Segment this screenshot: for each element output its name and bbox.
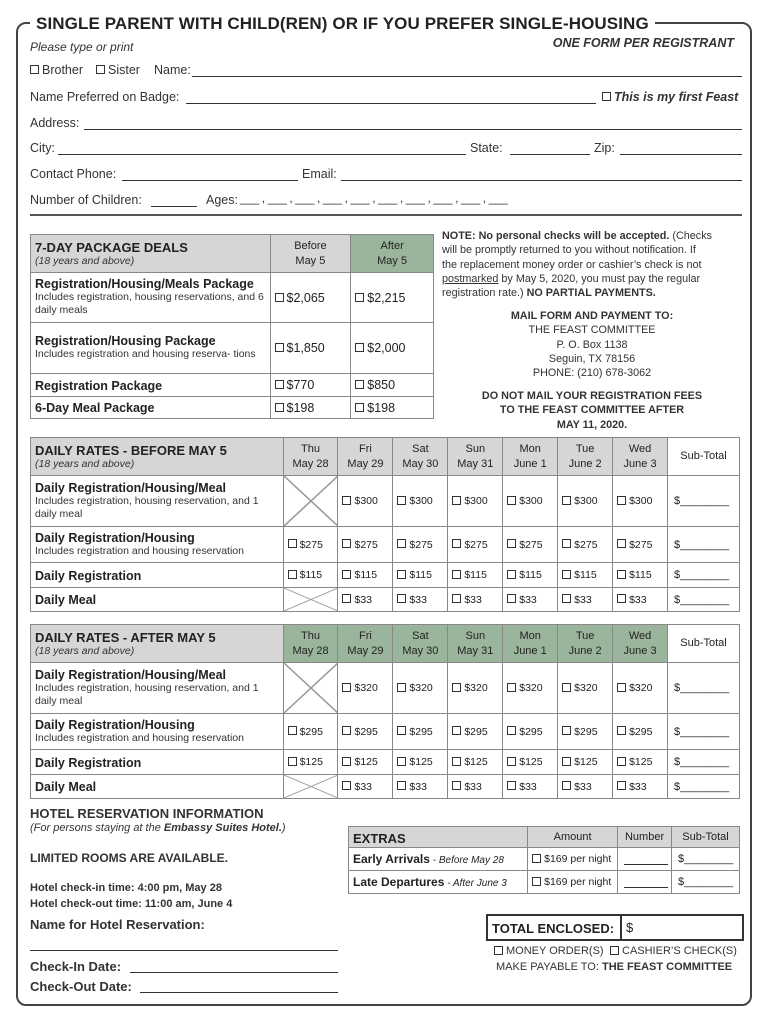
payable-to: MAKE PAYABLE TO: THE FEAST COMMITTEE xyxy=(496,961,733,973)
table-row xyxy=(31,323,434,374)
subtotal-field[interactable]: $________ xyxy=(668,775,740,799)
hotel-checkin-time: Hotel check-in time: 4:00 pm, May 28 xyxy=(30,882,222,894)
row-title: Daily Registration xyxy=(35,755,142,770)
city-label: City: xyxy=(30,141,55,155)
price-option[interactable]: $295 xyxy=(503,714,558,750)
phone-label: Contact Phone: xyxy=(30,167,117,181)
price-option[interactable]: $295 xyxy=(393,714,448,750)
daily-after-header xyxy=(31,625,284,663)
price-option[interactable]: $300 xyxy=(558,476,613,527)
ages-field[interactable]: ___ , ___ , ___ , ___ , ___ , ___ , ___ , ___ , ___ , ___ xyxy=(240,191,508,205)
hotel-title: HOTEL RESERVATION INFORMATION xyxy=(30,806,264,821)
daily-after-title: DAILY RATES - AFTER MAY 5 xyxy=(35,630,216,645)
daily-before-subtitle: (18 years and above) xyxy=(35,458,135,470)
checkin-date-field[interactable] xyxy=(130,972,338,973)
subtotal-field[interactable]: $________ xyxy=(668,563,740,588)
price-option[interactable]: $295 xyxy=(613,714,668,750)
price-option[interactable]: $295 xyxy=(338,714,393,750)
table-row: Early Arrivals - Before May 28 $169 per night $________ xyxy=(349,848,740,871)
badge-name-label: Name Preferred on Badge: xyxy=(30,90,180,104)
price-option[interactable]: $850 xyxy=(351,374,434,397)
subtotal-field[interactable]: $________ xyxy=(668,714,740,750)
hotel-name-field[interactable] xyxy=(30,950,338,951)
hotel-subtitle: (For persons staying at the Embassy Suites Hotel.) xyxy=(30,822,286,834)
price-option[interactable]: $300 xyxy=(393,476,448,527)
one-form-note: ONE FORM PER REGISTRANT xyxy=(552,36,734,50)
package-table xyxy=(30,234,434,419)
price-option[interactable]: $320 xyxy=(393,663,448,714)
money-order-option[interactable]: MONEY ORDER(S) xyxy=(494,945,604,957)
children-field[interactable] xyxy=(151,206,197,207)
address-label: Address: xyxy=(30,116,80,130)
children-label: Number of Children: xyxy=(30,193,142,207)
price-option[interactable]: $115 xyxy=(448,563,503,588)
table-row xyxy=(31,273,434,323)
subtotal-field[interactable]: $________ xyxy=(668,527,740,563)
price-option[interactable]: $300 xyxy=(448,476,503,527)
subtotal-field[interactable]: $________ xyxy=(668,663,740,714)
price-option[interactable]: $320 xyxy=(503,663,558,714)
price-option[interactable]: $125 xyxy=(558,750,613,775)
row-desc: Includes registration and housing reservation xyxy=(35,544,244,557)
subtotal-header: Sub-Total xyxy=(668,438,740,476)
payment-note: NOTE: No personal checks will be accepted. (Checks will be promptly returned to you without notification. If the replacement money order or cashier’s check is not postmarked by May 5, 2020, you must pay the regular registration rate.) NO PARTIAL PAYMENTS. xyxy=(442,230,713,300)
table-row: Late Departures - After June 3 $169 per night $________ xyxy=(349,871,740,894)
checkbox[interactable] xyxy=(275,293,284,302)
subtotal-field[interactable]: $________ xyxy=(668,750,740,775)
table-row xyxy=(31,775,740,799)
price-option[interactable]: $770 xyxy=(270,374,351,397)
table-row xyxy=(31,476,740,527)
day-header: Sun May 31 xyxy=(448,625,503,663)
price-option[interactable]: $33 xyxy=(338,775,393,799)
extras-subtotal-header: Sub-Total xyxy=(672,827,740,848)
price-option[interactable]: $275 xyxy=(283,527,338,563)
checkbox[interactable] xyxy=(355,380,364,389)
table-row xyxy=(31,588,740,612)
day-header: Sat May 30 xyxy=(393,438,448,476)
package-header xyxy=(31,235,271,273)
price-option[interactable]: $125 xyxy=(448,750,503,775)
package-title: 7-DAY PACKAGE DEALS xyxy=(35,240,188,255)
extras-number-header: Number xyxy=(618,827,672,848)
sister-option[interactable]: Sister xyxy=(96,63,140,77)
section-divider xyxy=(30,214,742,216)
total-field[interactable]: $ xyxy=(626,920,634,935)
checkbox[interactable] xyxy=(275,380,284,389)
price-option[interactable]: $33 xyxy=(613,588,668,612)
day-header: Wed June 3 xyxy=(613,625,668,663)
price-option[interactable]: $125 xyxy=(283,750,338,775)
price-option[interactable]: $275 xyxy=(613,527,668,563)
unavailable-cell xyxy=(283,588,338,612)
price-option[interactable]: $33 xyxy=(393,588,448,612)
table-row xyxy=(31,663,740,714)
badge-name-field[interactable] xyxy=(186,103,596,104)
day-header: Mon June 1 xyxy=(503,438,558,476)
row-title: Daily Meal xyxy=(35,780,97,794)
please-type-note: Please type or print xyxy=(30,40,134,54)
extras-table xyxy=(348,826,740,894)
subtotal-field[interactable]: $________ xyxy=(668,476,740,527)
table-row xyxy=(31,563,740,588)
price-option[interactable]: $125 xyxy=(503,750,558,775)
total-label: TOTAL ENCLOSED: xyxy=(492,921,615,936)
package-after-header: After May 5 xyxy=(351,235,434,273)
unavailable-cell xyxy=(283,663,338,714)
price-option[interactable]: $275 xyxy=(393,527,448,563)
day-header: Mon June 1 xyxy=(503,625,558,663)
name-field[interactable] xyxy=(192,76,742,77)
cashier-check-option[interactable]: CASHIER’S CHECK(S) xyxy=(610,945,737,957)
row-title: Daily Registration/Housing/Meal xyxy=(35,667,227,682)
money-order-checkbox[interactable] xyxy=(494,946,503,955)
form-title: SINGLE PARENT WITH CHILD(REN) OR IF YOU PREFER SINGLE-HOUSING xyxy=(30,14,655,34)
price-option[interactable]: $2,215 xyxy=(351,273,434,323)
price-option[interactable]: $320 xyxy=(613,663,668,714)
row-title: Daily Meal xyxy=(35,593,97,607)
row-title: Registration/Housing Package xyxy=(35,334,216,348)
price-option[interactable]: $33 xyxy=(338,588,393,612)
daily-after-table xyxy=(30,624,740,799)
price-option[interactable]: $115 xyxy=(338,563,393,588)
price-option[interactable]: $115 xyxy=(613,563,668,588)
package-subtitle: (18 years and above) xyxy=(35,255,135,267)
day-header: Tue June 2 xyxy=(558,438,613,476)
day-header: Tue June 2 xyxy=(558,625,613,663)
mail-address: MAIL FORM AND PAYMENT TO: THE FEAST COMMITTEE P. O. Box 1138 Seguin, TX 78156 PHONE: (210) 678-3062 xyxy=(510,310,674,380)
extras-amount-header: Amount xyxy=(528,827,618,848)
price-option[interactable]: $33 xyxy=(393,775,448,799)
checkout-date-label: Check-Out Date: xyxy=(30,979,132,994)
price-option[interactable]: $169 per night xyxy=(528,848,618,871)
hotel-checkout-time: Hotel check-out time: 11:00 am, June 4 xyxy=(30,898,233,910)
price-option[interactable]: $33 xyxy=(613,775,668,799)
day-header: Thu May 28 xyxy=(283,438,338,476)
price-option[interactable]: $2,065 xyxy=(270,273,351,323)
email-label: Email: xyxy=(302,167,337,181)
total-divider xyxy=(620,916,622,939)
state-field[interactable] xyxy=(510,154,590,155)
price-option[interactable]: $115 xyxy=(503,563,558,588)
email-field[interactable] xyxy=(341,180,742,181)
price-option[interactable]: $275 xyxy=(448,527,503,563)
row-title: Registration/Housing/Meals Package xyxy=(35,277,254,291)
checkin-date-label: Check-In Date: xyxy=(30,959,122,974)
price-option[interactable]: $125 xyxy=(338,750,393,775)
subtotal-field[interactable]: $________ xyxy=(672,848,740,871)
price-option[interactable]: $115 xyxy=(393,563,448,588)
first-feast-option[interactable]: This is my first Feast xyxy=(602,90,738,104)
number-field[interactable] xyxy=(618,871,672,894)
price-option[interactable]: $320 xyxy=(448,663,503,714)
address-field[interactable] xyxy=(84,129,742,130)
state-label: State: xyxy=(470,141,503,155)
total-enclosed-box xyxy=(486,914,744,941)
table-row xyxy=(31,750,740,775)
day-header: Fri May 29 xyxy=(338,438,393,476)
price-option[interactable]: $320 xyxy=(558,663,613,714)
checkbox[interactable] xyxy=(355,403,364,412)
cashier-check-checkbox[interactable] xyxy=(610,946,619,955)
daily-before-table xyxy=(30,437,740,612)
row-desc: Includes registration, housing reservations, and 6 daily meals xyxy=(35,291,264,316)
checkout-date-field[interactable] xyxy=(140,992,338,993)
city-field[interactable] xyxy=(58,154,466,155)
price-option[interactable]: $300 xyxy=(338,476,393,527)
limited-rooms: LIMITED ROOMS ARE AVAILABLE. xyxy=(30,851,228,865)
first-feast-checkbox[interactable] xyxy=(602,92,611,101)
subtotal-field[interactable]: $________ xyxy=(668,588,740,612)
checkbox[interactable] xyxy=(275,403,284,412)
checkbox[interactable] xyxy=(275,343,284,352)
price-option[interactable]: $1,850 xyxy=(270,323,351,374)
sister-checkbox[interactable] xyxy=(96,65,105,74)
phone-field[interactable] xyxy=(122,180,298,181)
row-desc: Includes registration, housing reservation, and 1 daily meal xyxy=(35,681,259,707)
day-header: Sat May 30 xyxy=(393,625,448,663)
price-option[interactable]: $300 xyxy=(503,476,558,527)
daily-before-header xyxy=(31,438,284,476)
price-option[interactable]: $275 xyxy=(558,527,613,563)
price-option[interactable]: $2,000 xyxy=(351,323,434,374)
row-desc: Includes registration and housing reservation xyxy=(35,731,244,744)
price-option[interactable]: $295 xyxy=(558,714,613,750)
price-option[interactable]: $275 xyxy=(503,527,558,563)
price-option[interactable]: $125 xyxy=(393,750,448,775)
row-title: Daily Registration/Housing xyxy=(35,717,195,732)
row-title: 6-Day Meal Package xyxy=(35,401,155,415)
price-option[interactable]: $33 xyxy=(448,775,503,799)
price-option[interactable]: $33 xyxy=(558,775,613,799)
zip-field[interactable] xyxy=(620,154,742,155)
price-option[interactable]: $275 xyxy=(338,527,393,563)
daily-before-title: DAILY RATES - BEFORE MAY 5 xyxy=(35,443,227,458)
price-option[interactable]: $295 xyxy=(448,714,503,750)
price-option[interactable]: $33 xyxy=(558,588,613,612)
unavailable-cell xyxy=(283,476,338,527)
daily-after-subtitle: (18 years and above) xyxy=(35,645,135,657)
price-option[interactable]: $320 xyxy=(338,663,393,714)
package-before-header: Before May 5 xyxy=(270,235,351,273)
price-option[interactable]: $198 xyxy=(270,397,351,419)
day-header: Wed June 3 xyxy=(613,438,668,476)
subtotal-header: Sub-Total xyxy=(668,625,740,663)
row-title: Daily Registration/Housing/Meal xyxy=(35,480,227,495)
price-option[interactable]: $295 xyxy=(283,714,338,750)
price-option[interactable]: $115 xyxy=(283,563,338,588)
checkbox[interactable] xyxy=(355,343,364,352)
number-field[interactable] xyxy=(618,848,672,871)
table-row xyxy=(31,527,740,563)
day-header: Thu May 28 xyxy=(283,625,338,663)
row-title: Daily Registration xyxy=(35,568,142,583)
row-desc: Includes registration and housing reserva- tions xyxy=(35,348,256,360)
day-header: Sun May 31 xyxy=(448,438,503,476)
price-option[interactable]: $169 per night xyxy=(528,871,618,894)
table-row xyxy=(31,397,434,419)
row-title: Daily Registration/Housing xyxy=(35,530,195,545)
table-row xyxy=(31,714,740,750)
unavailable-cell xyxy=(283,775,338,799)
table-row xyxy=(31,374,434,397)
ages-label: Ages: xyxy=(206,193,238,207)
row-desc: Includes registration, housing reservation, and 1 daily meal xyxy=(35,494,259,520)
price-option[interactable]: $115 xyxy=(558,563,613,588)
subtotal-field[interactable]: $________ xyxy=(672,871,740,894)
row-title: Registration Package xyxy=(35,378,163,393)
price-option[interactable]: $125 xyxy=(613,750,668,775)
extras-title: EXTRAS xyxy=(349,827,528,848)
checkbox[interactable] xyxy=(355,293,364,302)
deadline-notice: DO NOT MAIL YOUR REGISTRATION FEES TO THE FEAST COMMITTEE AFTER MAY 11, 2020. xyxy=(481,390,703,431)
price-option[interactable]: $33 xyxy=(503,775,558,799)
zip-label: Zip: xyxy=(594,141,615,155)
price-option[interactable]: $33 xyxy=(503,588,558,612)
day-header: Fri May 29 xyxy=(338,625,393,663)
price-option[interactable]: $198 xyxy=(351,397,434,419)
brother-checkbox[interactable] xyxy=(30,65,39,74)
name-label: Name: xyxy=(154,63,191,77)
price-option[interactable]: $300 xyxy=(613,476,668,527)
price-option[interactable]: $33 xyxy=(448,588,503,612)
hotel-name-label: Name for Hotel Reservation: xyxy=(30,917,205,932)
brother-option[interactable]: Brother xyxy=(30,63,83,77)
